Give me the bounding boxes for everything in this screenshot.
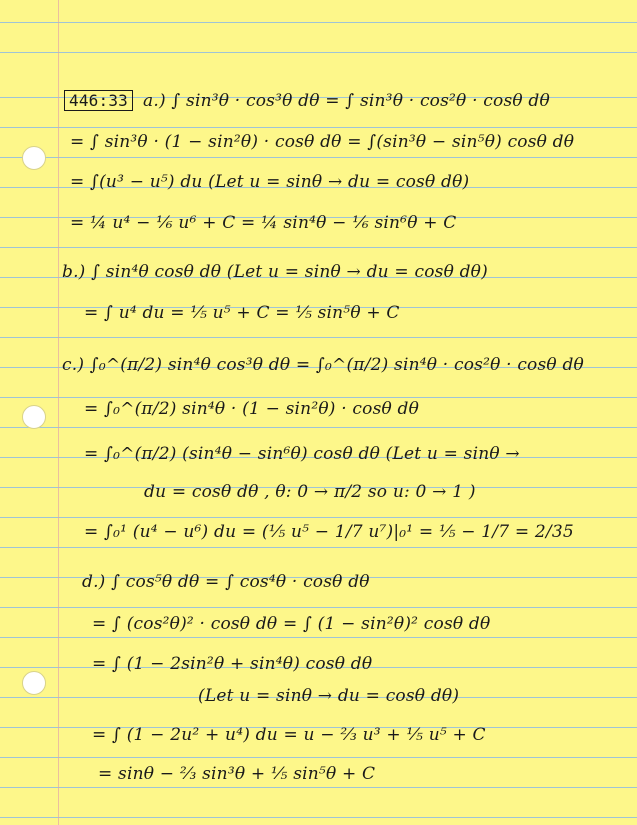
line-c4-text: du = cosθ dθ , θ: 0 → π/2 so u: 0 → 1 ): [144, 482, 476, 502]
line-a2: = ∫ sin³θ · (1 − sin²θ) · cosθ dθ = ∫(sin³θ − sin⁵θ) cosθ dθ: [70, 132, 575, 152]
punch-hole-top: [22, 146, 46, 170]
line-a3: = ∫(u³ − u⁵) du (Let u = sinθ → du = cosθ dθ): [70, 172, 470, 192]
line-a4: = ¼ u⁴ − ⅙ u⁶ + C = ¼ sin⁴θ − ⅙ sin⁶θ + C: [70, 213, 457, 233]
line-d5: = ∫ (1 − 2u² + u⁴) du = u − ⅔ u³ + ⅕ u⁵ + C: [92, 725, 486, 745]
line-a1-text: a.) ∫ sin³θ · cos³θ dθ = ∫ sin³θ · cos²θ · cosθ dθ: [143, 91, 550, 111]
line-c1: c.) ∫₀^(π/2) sin⁴θ cos³θ dθ = ∫₀^(π/2) sin⁴θ · cos²θ · cosθ dθ: [62, 355, 584, 375]
line-d4: (Let u = sinθ → du = cosθ dθ): [198, 686, 460, 706]
line-c2: = ∫₀^(π/2) sin⁴θ · (1 − sin²θ) · cosθ dθ: [84, 399, 420, 419]
line-d6: = sinθ − ⅔ sin³θ + ⅕ sin⁵θ + C: [98, 764, 376, 784]
line-c3: = ∫₀^(π/2) (sin⁴θ − sin⁶θ) cosθ dθ (Let u = sinθ →: [84, 444, 520, 464]
line-d2: = ∫ (cos²θ)² · cosθ dθ = ∫ (1 − sin²θ)² cosθ dθ: [92, 614, 491, 634]
punch-hole-bottom: [22, 671, 46, 695]
line-d3: = ∫ (1 − 2sin²θ + sin⁴θ) cosθ dθ: [92, 654, 373, 674]
line-d1: d.) ∫ cos⁵θ dθ = ∫ cos⁴θ · cosθ dθ: [82, 572, 370, 592]
line-c5: = ∫₀¹ (u⁴ − u⁶) du = (⅕ u⁵ − 1/7 u⁷)|₀¹ = ⅕ − 1/7 = 2/35: [84, 522, 574, 542]
punch-hole-middle: [22, 405, 46, 429]
line-a1: [64, 90, 550, 111]
line-b2: = ∫ u⁴ du = ⅕ u⁵ + C = ⅕ sin⁵θ + C: [84, 303, 400, 323]
margin-line: [58, 0, 59, 825]
line-b1: b.) ∫ sin⁴θ cosθ dθ (Let u = sinθ → du = cosθ dθ): [62, 262, 488, 282]
problem-label-box: 446:33: [64, 90, 133, 111]
line-c4: [144, 482, 476, 502]
